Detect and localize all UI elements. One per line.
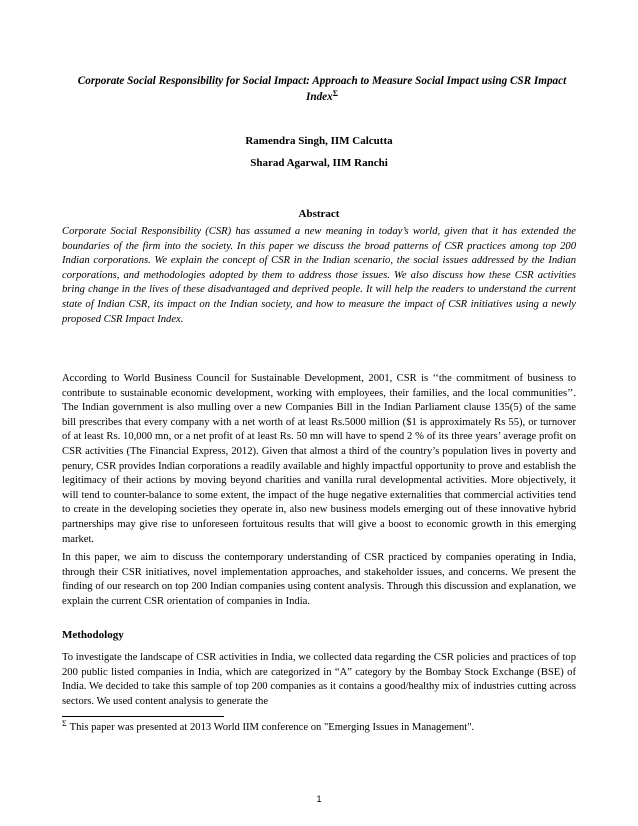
paper-title xyxy=(72,73,572,105)
footnote xyxy=(62,721,474,735)
footnote-text: This paper was presented at 2013 World IIM conference on "Emerging Issues in Management". xyxy=(69,722,475,733)
author-2: Sharad Agarwal, IIM Ranchi xyxy=(250,157,388,169)
body-paragraph-1: According to World Business Council for Sustainable Development, 2001, CSR is ‘‘the commitment of business to contribute to sustainable economic development, working with employees, their families, and the local communities’’. The Indian government is also mulling over a new Companies Bill in the Indian Parliament clause 135(5) of the same bill prescribes that every company with a net worth of at least Rs.5000 million ($1 is approximately Rs 55), or turnover of at least Rs. 10,000 mn, or a net profit of at least Rs. 50 mn will have to spend 2 % of its three years’ average profit on CSR activities (The Financial Express, 2012). Given that almost a third of the country’s population lives in poverty and penury, CSR provides Indian corporations a readily available and highly impactful opportunity to prove and establish the legitimacy of their actions by moving beyond charities and vanilla rural developmental activities. More objectively, it will tend to counter-balance to some extent, the impact of the huge negative externalities that commercial activities tend to create in the developing societies they operate in, also new business models emerging out of these innovative hybrid partnerships may give rise to unforeseen fortuitous results that will give a boost to economic growth in this emerging market. xyxy=(62,373,576,545)
footnote-divider xyxy=(62,716,224,717)
abstract-text: Corporate Social Responsibility (CSR) has assumed a new meaning in today’s world, given that it has extended the boundaries of the firm into the society. In this paper we discuss the broad patterns of CSR practices among top 200 Indian corporations. We explain the concept of CSR in the Indian scenario, the social issues addressed by the Indian corporations, and methodologies adopted by them to address those issues. We also discuss how these CSR activities bring change in the lives of these disadvantaged and deprived people. It will help the readers to understand the current state of Indian CSR, its impact on the Indian society, and how to measure the impact of CSR initiatives using a newly proposed CSR Impact Index. xyxy=(62,226,576,325)
body-paragraph-2: In this paper, we aim to discuss the contemporary understanding of CSR practiced by companies operating in India, through their CSR initiatives, novel implementation approaches, and stakeholder issues, and concerns. We present the finding of our research on top 200 Indian companies using content analysis. Through this discussion and explanation, we explain the current CSR orientation of companies in India. xyxy=(62,552,576,607)
methodology-paragraph: To investigate the landscape of CSR activities in India, we collected data regarding the CSR policies and practices of top 200 public listed companies in India, which are categorized in “A” category by the Bombay Stock Exchange (BSE) of India. We decided to take this sample of top 200 companies as it contains a good/healthy mix of industries cutting across sectors. We used content analysis to generate the xyxy=(62,652,576,707)
paper-title-text: Corporate Social Responsibility for Social Impact: Approach to Measure Social Impact using CSR Impact Index xyxy=(77,75,567,103)
page-number: 1 xyxy=(316,794,322,804)
footnote-mark: Σ xyxy=(62,719,67,728)
title-footnote-mark: Σ xyxy=(332,89,338,98)
methodology-heading: Methodology xyxy=(62,629,124,641)
abstract-heading: Abstract xyxy=(298,208,340,220)
author-1: Ramendra Singh, IIM Calcutta xyxy=(245,135,393,147)
